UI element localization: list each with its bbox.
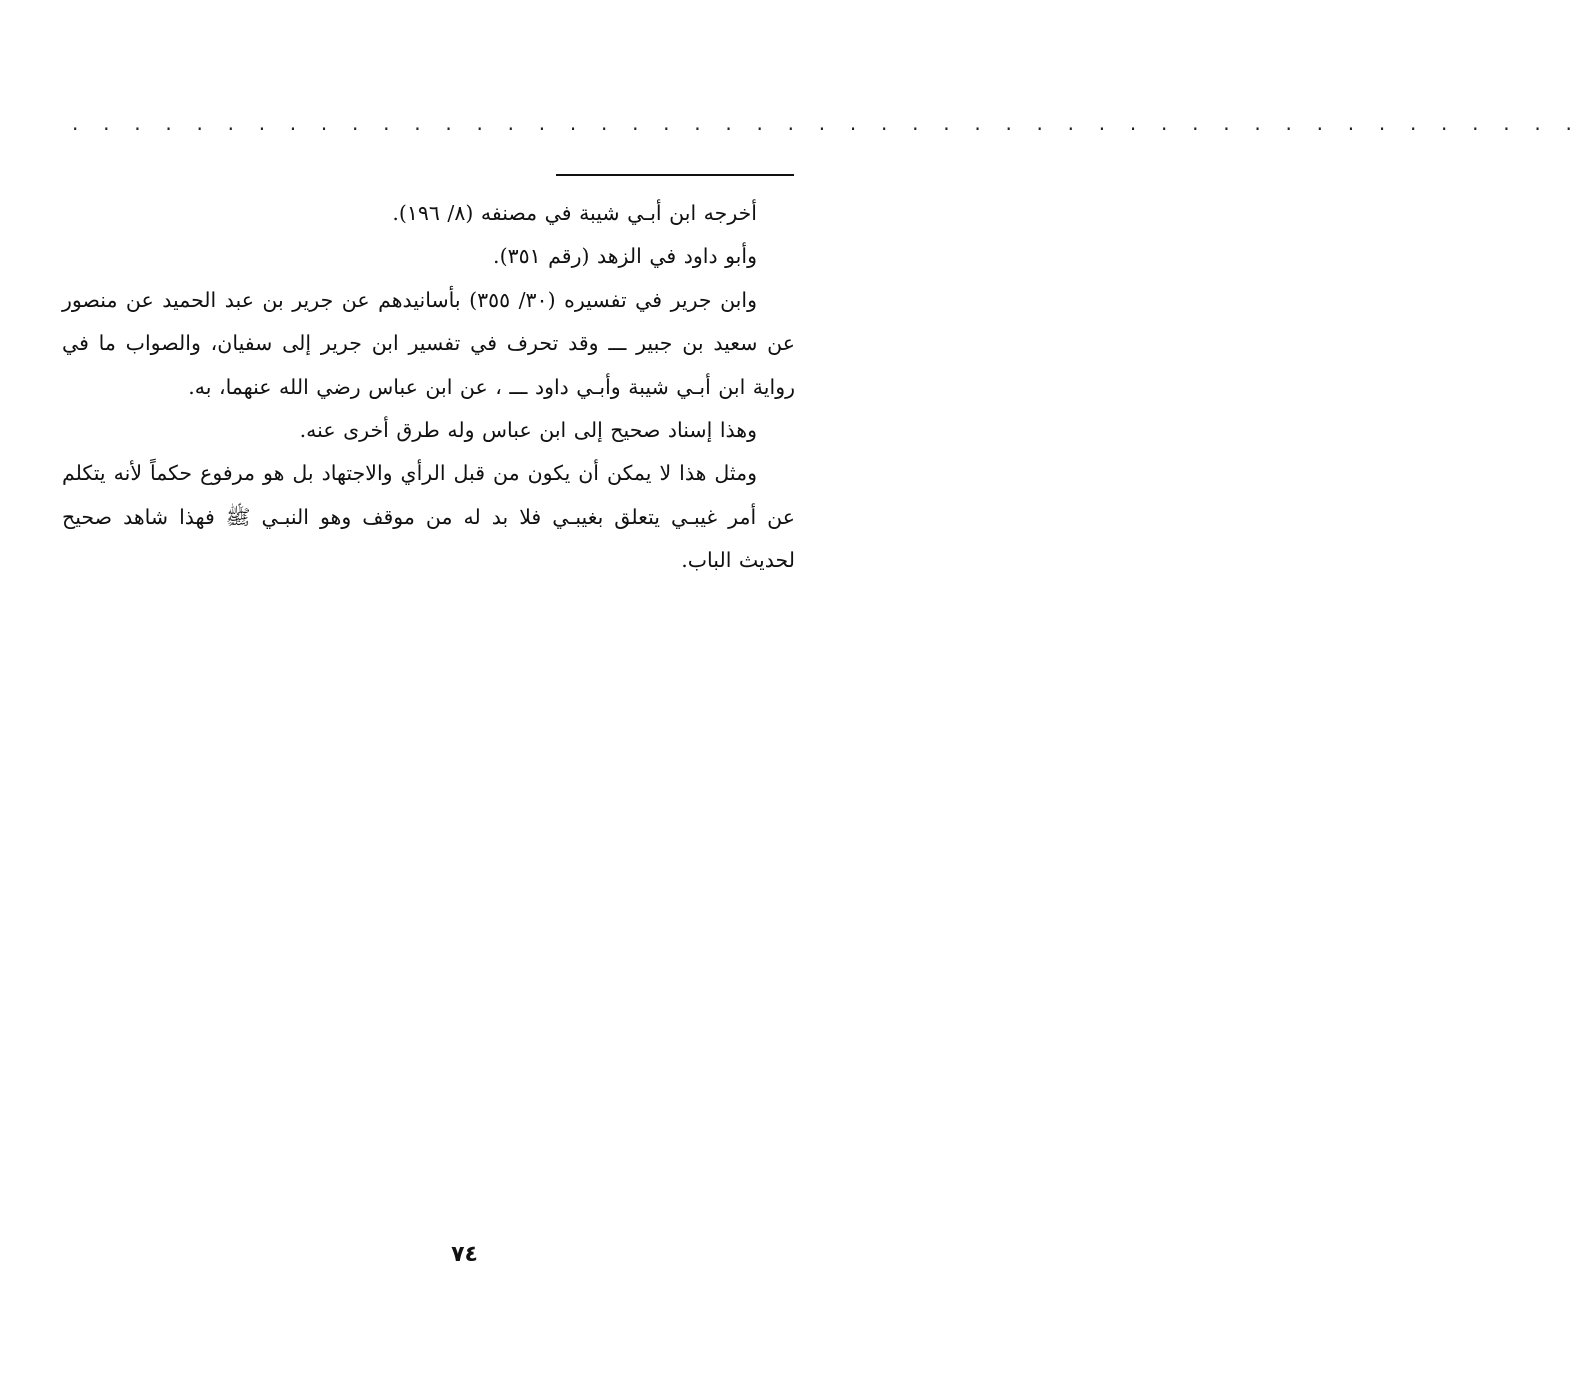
footnote-paragraph: ومثل هذا لا يمكن أن يكون من قبل الرأي والاجتهاد بل هو مرفوع حكماً لأنه يتكلم عن أمر غيبـي يتعلق بغيبـي فلا بد له من موقف وهو النبـي ﷺ فهذا شاهد صحيح لحديث الباب. xyxy=(62,461,795,573)
footnote-rule xyxy=(556,174,794,176)
footnotes-block xyxy=(62,192,795,583)
separator-dots: . . . . . . . . . . . . . . . . . . . . . . . . . . . . . . . . . . . . . . . . . . . . . . . . . xyxy=(72,111,1581,135)
page-number: ٧٤ xyxy=(451,1242,478,1267)
footnote-paragraph: أخرجه ابن أبـي شيبة في مصنفه (٨/ ١٩٦). xyxy=(392,201,757,225)
footnote-paragraph: وهذا إسناد صحيح إلى ابن عباس وله طرق أخرى عنه. xyxy=(299,418,757,443)
footnote-paragraph: وأبو داود في الزهد (رقم ٣٥١). xyxy=(493,244,757,269)
footnote-paragraph: وابن جرير في تفسيره (٣٠/ ٣٥٥) بأسانيدهم عن جرير بن عبد الحميد عن منصور عن سعيد بن جبير ـــ وقد تحرف في تفسير ابن جرير إلى سفيان، والصواب ما في رواية ابن أبـي شيبة وأبـي داود ـــ ، عن ابن عباس رضي الله عنهما، به. xyxy=(62,287,795,399)
